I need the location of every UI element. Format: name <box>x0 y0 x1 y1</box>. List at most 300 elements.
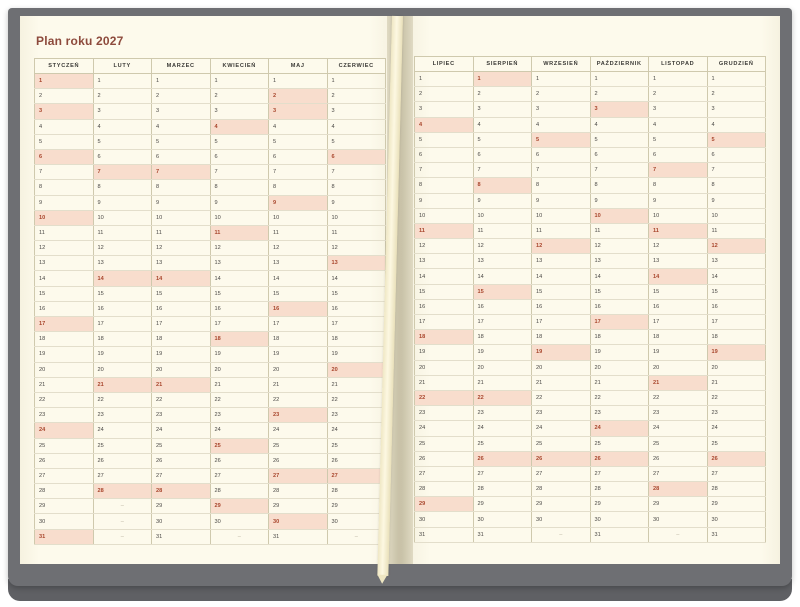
day-cell[interactable]: 24 <box>210 423 269 438</box>
day-cell[interactable]: 1 <box>327 74 386 89</box>
day-cell[interactable]: 4 <box>707 117 766 132</box>
day-cell[interactable]: 15 <box>152 286 211 301</box>
day-cell[interactable]: 8 <box>473 178 532 193</box>
day-cell[interactable]: 19 <box>93 347 152 362</box>
day-cell[interactable]: 20 <box>707 360 766 375</box>
day-cell[interactable]: 9 <box>35 195 94 210</box>
day-cell[interactable]: 2 <box>35 89 94 104</box>
day-cell[interactable]: 2 <box>590 87 649 102</box>
day-cell[interactable]: 1 <box>35 74 94 89</box>
day-cell[interactable]: 20 <box>415 360 474 375</box>
day-cell[interactable]: 1 <box>707 72 766 87</box>
day-cell[interactable]: 2 <box>415 87 474 102</box>
day-cell[interactable]: 10 <box>327 210 386 225</box>
day-cell[interactable]: 28 <box>93 484 152 499</box>
day-cell[interactable]: 22 <box>152 392 211 407</box>
day-cell[interactable]: 12 <box>93 241 152 256</box>
day-cell[interactable]: 28 <box>649 482 708 497</box>
day-cell[interactable]: 3 <box>327 104 386 119</box>
day-cell[interactable]: 16 <box>590 299 649 314</box>
day-cell[interactable]: 27 <box>327 468 386 483</box>
day-cell[interactable]: 11 <box>532 223 591 238</box>
day-cell[interactable]: 19 <box>649 345 708 360</box>
day-cell[interactable]: 31 <box>415 527 474 542</box>
day-cell[interactable]: 23 <box>210 408 269 423</box>
day-cell[interactable]: 2 <box>707 87 766 102</box>
day-cell[interactable]: 3 <box>269 104 328 119</box>
day-cell[interactable]: 29 <box>707 497 766 512</box>
day-cell[interactable]: 25 <box>269 438 328 453</box>
day-cell[interactable]: 20 <box>269 362 328 377</box>
day-cell[interactable]: 10 <box>35 210 94 225</box>
day-cell[interactable]: 2 <box>210 89 269 104</box>
day-cell[interactable]: 28 <box>327 484 386 499</box>
day-cell[interactable]: 10 <box>473 208 532 223</box>
day-cell[interactable]: 13 <box>152 256 211 271</box>
day-cell[interactable]: 24 <box>93 423 152 438</box>
day-cell[interactable]: 19 <box>532 345 591 360</box>
day-cell[interactable]: 14 <box>415 269 474 284</box>
day-cell[interactable]: 5 <box>35 134 94 149</box>
day-cell[interactable]: 25 <box>473 436 532 451</box>
day-cell[interactable]: 22 <box>93 392 152 407</box>
day-cell[interactable]: 6 <box>649 147 708 162</box>
day-cell[interactable]: 18 <box>532 330 591 345</box>
day-cell[interactable]: 31 <box>35 529 94 544</box>
day-cell[interactable]: 20 <box>35 362 94 377</box>
day-cell[interactable]: 15 <box>707 284 766 299</box>
day-cell[interactable]: 23 <box>590 406 649 421</box>
day-cell[interactable]: 5 <box>590 132 649 147</box>
day-cell[interactable]: 23 <box>35 408 94 423</box>
day-cell-empty[interactable]: – <box>532 527 591 542</box>
day-cell[interactable]: 21 <box>707 375 766 390</box>
day-cell[interactable]: 22 <box>532 390 591 405</box>
day-cell[interactable]: 26 <box>152 453 211 468</box>
day-cell[interactable]: 5 <box>93 134 152 149</box>
day-cell[interactable]: 10 <box>210 210 269 225</box>
day-cell[interactable]: 12 <box>269 241 328 256</box>
day-cell[interactable]: 4 <box>473 117 532 132</box>
day-cell[interactable]: 26 <box>532 451 591 466</box>
day-cell[interactable]: 27 <box>532 466 591 481</box>
day-cell[interactable]: 20 <box>93 362 152 377</box>
day-cell[interactable]: 28 <box>210 484 269 499</box>
day-cell[interactable]: 22 <box>707 390 766 405</box>
day-cell[interactable]: 25 <box>327 438 386 453</box>
day-cell[interactable]: 19 <box>707 345 766 360</box>
day-cell[interactable]: 28 <box>415 482 474 497</box>
day-cell[interactable]: 8 <box>327 180 386 195</box>
day-cell[interactable]: 23 <box>473 406 532 421</box>
day-cell[interactable]: 10 <box>269 210 328 225</box>
day-cell[interactable]: 4 <box>649 117 708 132</box>
day-cell[interactable]: 27 <box>35 468 94 483</box>
day-cell[interactable]: 8 <box>152 180 211 195</box>
day-cell[interactable]: 1 <box>649 72 708 87</box>
day-cell[interactable]: 15 <box>532 284 591 299</box>
day-cell[interactable]: 7 <box>532 163 591 178</box>
day-cell[interactable]: 13 <box>590 254 649 269</box>
day-cell[interactable]: 17 <box>415 315 474 330</box>
day-cell[interactable]: 22 <box>327 392 386 407</box>
day-cell[interactable]: 9 <box>269 195 328 210</box>
day-cell[interactable]: 10 <box>707 208 766 223</box>
day-cell[interactable]: 19 <box>327 347 386 362</box>
day-cell[interactable]: 10 <box>93 210 152 225</box>
day-cell[interactable]: 24 <box>415 421 474 436</box>
day-cell[interactable]: 22 <box>35 392 94 407</box>
day-cell[interactable]: 4 <box>269 119 328 134</box>
day-cell[interactable]: 21 <box>473 375 532 390</box>
day-cell[interactable]: 5 <box>532 132 591 147</box>
day-cell[interactable]: 28 <box>532 482 591 497</box>
day-cell[interactable]: 25 <box>93 438 152 453</box>
day-cell[interactable]: 8 <box>93 180 152 195</box>
day-cell[interactable]: 4 <box>152 119 211 134</box>
day-cell[interactable]: 4 <box>93 119 152 134</box>
day-cell[interactable]: 14 <box>590 269 649 284</box>
day-cell[interactable]: 20 <box>210 362 269 377</box>
day-cell[interactable]: 9 <box>152 195 211 210</box>
day-cell[interactable]: 30 <box>532 512 591 527</box>
day-cell[interactable]: 4 <box>590 117 649 132</box>
day-cell[interactable]: 7 <box>415 163 474 178</box>
day-cell[interactable]: 29 <box>415 497 474 512</box>
day-cell[interactable]: 12 <box>415 239 474 254</box>
day-cell[interactable]: 26 <box>210 453 269 468</box>
day-cell[interactable]: 22 <box>473 390 532 405</box>
day-cell-empty[interactable]: – <box>327 529 386 544</box>
day-cell[interactable]: 16 <box>35 301 94 316</box>
day-cell[interactable]: 29 <box>532 497 591 512</box>
day-cell[interactable]: 29 <box>327 499 386 514</box>
day-cell[interactable]: 14 <box>35 271 94 286</box>
day-cell[interactable]: 4 <box>327 119 386 134</box>
day-cell[interactable]: 2 <box>93 89 152 104</box>
day-cell[interactable]: 5 <box>473 132 532 147</box>
day-cell[interactable]: 18 <box>269 332 328 347</box>
day-cell[interactable]: 3 <box>35 104 94 119</box>
day-cell[interactable]: 15 <box>210 286 269 301</box>
day-cell[interactable]: 21 <box>649 375 708 390</box>
day-cell[interactable]: 8 <box>590 178 649 193</box>
day-cell[interactable]: 29 <box>269 499 328 514</box>
day-cell[interactable]: 17 <box>152 317 211 332</box>
day-cell[interactable]: 30 <box>590 512 649 527</box>
day-cell[interactable]: 26 <box>269 453 328 468</box>
day-cell[interactable]: 27 <box>152 468 211 483</box>
day-cell[interactable]: 19 <box>152 347 211 362</box>
day-cell[interactable]: 23 <box>415 406 474 421</box>
day-cell[interactable]: 27 <box>93 468 152 483</box>
day-cell[interactable]: 20 <box>649 360 708 375</box>
day-cell[interactable]: 9 <box>532 193 591 208</box>
day-cell[interactable]: 19 <box>415 345 474 360</box>
day-cell[interactable]: 26 <box>473 451 532 466</box>
day-cell[interactable]: 30 <box>269 514 328 529</box>
day-cell[interactable]: 29 <box>152 499 211 514</box>
day-cell[interactable]: 24 <box>649 421 708 436</box>
day-cell[interactable]: 18 <box>35 332 94 347</box>
day-cell[interactable]: 5 <box>707 132 766 147</box>
day-cell[interactable]: 31 <box>707 527 766 542</box>
day-cell[interactable]: 16 <box>415 299 474 314</box>
day-cell[interactable]: 25 <box>590 436 649 451</box>
day-cell[interactable]: 5 <box>152 134 211 149</box>
day-cell[interactable]: 26 <box>93 453 152 468</box>
day-cell[interactable]: 11 <box>415 223 474 238</box>
day-cell[interactable]: 1 <box>590 72 649 87</box>
day-cell[interactable]: 9 <box>473 193 532 208</box>
day-cell[interactable]: 13 <box>210 256 269 271</box>
day-cell[interactable]: 8 <box>210 180 269 195</box>
day-cell[interactable]: 6 <box>35 149 94 164</box>
day-cell[interactable]: 21 <box>327 377 386 392</box>
day-cell[interactable]: 1 <box>269 74 328 89</box>
day-cell[interactable]: 15 <box>35 286 94 301</box>
day-cell[interactable]: 30 <box>152 514 211 529</box>
day-cell[interactable]: 15 <box>649 284 708 299</box>
day-cell[interactable]: 15 <box>590 284 649 299</box>
day-cell[interactable]: 8 <box>269 180 328 195</box>
day-cell[interactable]: 24 <box>590 421 649 436</box>
day-cell[interactable]: 13 <box>93 256 152 271</box>
day-cell[interactable]: 9 <box>590 193 649 208</box>
day-cell[interactable]: 29 <box>649 497 708 512</box>
day-cell-empty[interactable]: – <box>649 527 708 542</box>
day-cell[interactable]: 7 <box>269 165 328 180</box>
day-cell[interactable]: 6 <box>327 149 386 164</box>
day-cell[interactable]: 27 <box>210 468 269 483</box>
day-cell[interactable]: 6 <box>415 147 474 162</box>
day-cell[interactable]: 29 <box>35 499 94 514</box>
day-cell[interactable]: 16 <box>152 301 211 316</box>
day-cell[interactable]: 18 <box>327 332 386 347</box>
day-cell[interactable]: 24 <box>707 421 766 436</box>
day-cell[interactable]: 24 <box>269 423 328 438</box>
day-cell[interactable]: 3 <box>707 102 766 117</box>
day-cell[interactable]: 27 <box>649 466 708 481</box>
day-cell[interactable]: 31 <box>473 527 532 542</box>
day-cell[interactable]: 16 <box>269 301 328 316</box>
day-cell[interactable]: 7 <box>93 165 152 180</box>
day-cell[interactable]: 23 <box>93 408 152 423</box>
day-cell[interactable]: 20 <box>152 362 211 377</box>
day-cell[interactable]: 10 <box>152 210 211 225</box>
day-cell[interactable]: 5 <box>269 134 328 149</box>
day-cell[interactable]: 16 <box>93 301 152 316</box>
day-cell[interactable]: 8 <box>415 178 474 193</box>
day-cell[interactable]: 16 <box>327 301 386 316</box>
day-cell[interactable]: 14 <box>152 271 211 286</box>
day-cell[interactable]: 1 <box>210 74 269 89</box>
day-cell[interactable]: 23 <box>532 406 591 421</box>
day-cell[interactable]: 23 <box>649 406 708 421</box>
day-cell[interactable]: 2 <box>152 89 211 104</box>
day-cell[interactable]: 14 <box>93 271 152 286</box>
day-cell[interactable]: 5 <box>210 134 269 149</box>
day-cell[interactable]: 8 <box>35 180 94 195</box>
day-cell[interactable]: 30 <box>649 512 708 527</box>
day-cell[interactable]: 13 <box>649 254 708 269</box>
day-cell[interactable]: 2 <box>269 89 328 104</box>
day-cell[interactable]: 9 <box>707 193 766 208</box>
day-cell[interactable]: 13 <box>415 254 474 269</box>
day-cell[interactable]: 4 <box>415 117 474 132</box>
day-cell[interactable]: 20 <box>473 360 532 375</box>
day-cell[interactable]: 11 <box>473 223 532 238</box>
day-cell[interactable]: 26 <box>707 451 766 466</box>
day-cell[interactable]: 12 <box>473 239 532 254</box>
day-cell[interactable]: 19 <box>35 347 94 362</box>
day-cell[interactable]: 15 <box>327 286 386 301</box>
day-cell[interactable]: 16 <box>649 299 708 314</box>
day-cell[interactable]: 24 <box>152 423 211 438</box>
day-cell[interactable]: 10 <box>532 208 591 223</box>
day-cell[interactable]: 8 <box>649 178 708 193</box>
day-cell[interactable]: 28 <box>152 484 211 499</box>
day-cell[interactable]: 6 <box>152 149 211 164</box>
day-cell[interactable]: 6 <box>532 147 591 162</box>
day-cell[interactable]: 6 <box>210 149 269 164</box>
day-cell[interactable]: 13 <box>532 254 591 269</box>
day-cell[interactable]: 15 <box>93 286 152 301</box>
day-cell[interactable]: 11 <box>590 223 649 238</box>
day-cell[interactable]: 1 <box>473 72 532 87</box>
day-cell[interactable]: 30 <box>210 514 269 529</box>
day-cell[interactable]: 27 <box>707 466 766 481</box>
day-cell[interactable]: 11 <box>269 225 328 240</box>
day-cell[interactable]: 6 <box>93 149 152 164</box>
day-cell[interactable]: 31 <box>269 529 328 544</box>
day-cell[interactable]: 17 <box>35 317 94 332</box>
day-cell[interactable]: 19 <box>269 347 328 362</box>
day-cell[interactable]: 21 <box>93 377 152 392</box>
day-cell[interactable]: 11 <box>35 225 94 240</box>
day-cell[interactable]: 10 <box>590 208 649 223</box>
day-cell[interactable]: 12 <box>35 241 94 256</box>
day-cell[interactable]: 17 <box>327 317 386 332</box>
day-cell-empty[interactable]: – <box>93 499 152 514</box>
day-cell[interactable]: 8 <box>707 178 766 193</box>
day-cell[interactable]: 28 <box>269 484 328 499</box>
day-cell[interactable]: 6 <box>590 147 649 162</box>
day-cell[interactable]: 27 <box>415 466 474 481</box>
day-cell[interactable]: 12 <box>649 239 708 254</box>
day-cell[interactable]: 24 <box>532 421 591 436</box>
day-cell[interactable]: 11 <box>152 225 211 240</box>
day-cell[interactable]: 7 <box>473 163 532 178</box>
day-cell[interactable]: 18 <box>473 330 532 345</box>
day-cell[interactable]: 13 <box>707 254 766 269</box>
day-cell[interactable]: 1 <box>532 72 591 87</box>
day-cell[interactable]: 7 <box>152 165 211 180</box>
day-cell[interactable]: 14 <box>473 269 532 284</box>
day-cell[interactable]: 14 <box>707 269 766 284</box>
day-cell[interactable]: 9 <box>327 195 386 210</box>
day-cell-empty[interactable]: – <box>210 529 269 544</box>
day-cell[interactable]: 11 <box>707 223 766 238</box>
day-cell[interactable]: 3 <box>473 102 532 117</box>
day-cell[interactable]: 3 <box>415 102 474 117</box>
day-cell[interactable]: 3 <box>93 104 152 119</box>
day-cell[interactable]: 21 <box>35 377 94 392</box>
day-cell[interactable]: 5 <box>415 132 474 147</box>
day-cell[interactable]: 12 <box>152 241 211 256</box>
day-cell[interactable]: 13 <box>327 256 386 271</box>
day-cell[interactable]: 3 <box>590 102 649 117</box>
day-cell[interactable]: 25 <box>35 438 94 453</box>
day-cell[interactable]: 23 <box>707 406 766 421</box>
day-cell[interactable]: 2 <box>473 87 532 102</box>
day-cell-empty[interactable]: – <box>93 529 152 544</box>
day-cell[interactable]: 26 <box>35 453 94 468</box>
day-cell[interactable]: 18 <box>210 332 269 347</box>
day-cell[interactable]: 7 <box>210 165 269 180</box>
day-cell[interactable]: 20 <box>532 360 591 375</box>
day-cell[interactable]: 7 <box>590 163 649 178</box>
day-cell[interactable]: 18 <box>590 330 649 345</box>
day-cell[interactable]: 10 <box>415 208 474 223</box>
day-cell[interactable]: 18 <box>707 330 766 345</box>
day-cell[interactable]: 22 <box>590 390 649 405</box>
day-cell[interactable]: 15 <box>415 284 474 299</box>
day-cell[interactable]: 9 <box>210 195 269 210</box>
day-cell[interactable]: 28 <box>590 482 649 497</box>
day-cell[interactable]: 12 <box>707 239 766 254</box>
day-cell[interactable]: 14 <box>269 271 328 286</box>
day-cell[interactable]: 10 <box>649 208 708 223</box>
day-cell[interactable]: 21 <box>210 377 269 392</box>
day-cell[interactable]: 25 <box>210 438 269 453</box>
day-cell[interactable]: 17 <box>590 315 649 330</box>
day-cell[interactable]: 5 <box>327 134 386 149</box>
day-cell[interactable]: 22 <box>415 390 474 405</box>
day-cell[interactable]: 30 <box>35 514 94 529</box>
day-cell[interactable]: 7 <box>35 165 94 180</box>
day-cell[interactable]: 30 <box>473 512 532 527</box>
day-cell[interactable]: 27 <box>473 466 532 481</box>
day-cell[interactable]: 12 <box>210 241 269 256</box>
day-cell[interactable]: 1 <box>415 72 474 87</box>
day-cell[interactable]: 2 <box>649 87 708 102</box>
day-cell[interactable]: 16 <box>473 299 532 314</box>
day-cell[interactable]: 18 <box>415 330 474 345</box>
day-cell[interactable]: 27 <box>590 466 649 481</box>
day-cell[interactable]: 19 <box>210 347 269 362</box>
day-cell-empty[interactable]: – <box>93 514 152 529</box>
day-cell[interactable]: 18 <box>93 332 152 347</box>
day-cell[interactable]: 2 <box>532 87 591 102</box>
day-cell[interactable]: 7 <box>649 163 708 178</box>
day-cell[interactable]: 21 <box>152 377 211 392</box>
day-cell[interactable]: 11 <box>210 225 269 240</box>
day-cell[interactable]: 25 <box>649 436 708 451</box>
day-cell[interactable]: 11 <box>93 225 152 240</box>
day-cell[interactable]: 14 <box>210 271 269 286</box>
day-cell[interactable]: 4 <box>35 119 94 134</box>
day-cell[interactable]: 1 <box>93 74 152 89</box>
day-cell[interactable]: 20 <box>590 360 649 375</box>
day-cell[interactable]: 18 <box>649 330 708 345</box>
day-cell[interactable]: 17 <box>210 317 269 332</box>
day-cell[interactable]: 4 <box>532 117 591 132</box>
day-cell[interactable]: 23 <box>327 408 386 423</box>
day-cell[interactable]: 26 <box>590 451 649 466</box>
day-cell[interactable]: 28 <box>35 484 94 499</box>
day-cell[interactable]: 11 <box>649 223 708 238</box>
